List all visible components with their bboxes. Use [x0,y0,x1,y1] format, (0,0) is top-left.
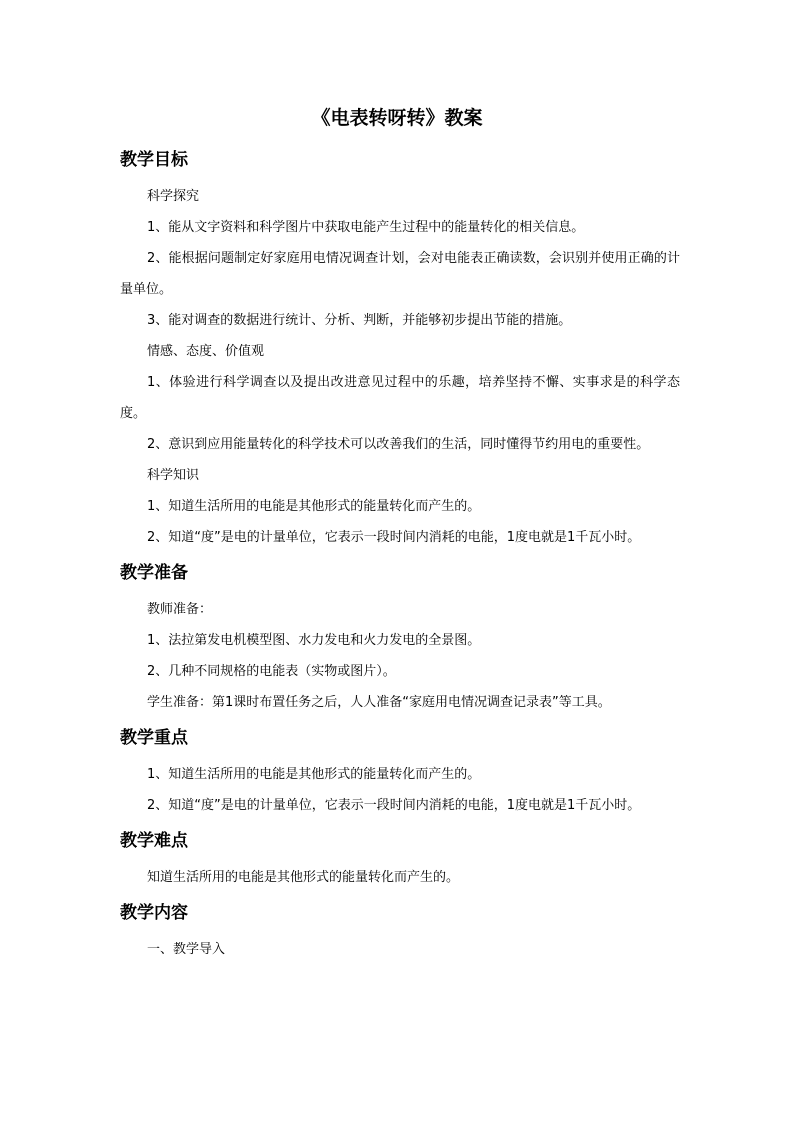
prep-teacher-2: 2、几种不同规格的电能表（实物或图片）。 [147,664,396,679]
label-science-inquiry: 科学探究 [147,189,200,204]
section-teaching-goals [120,146,680,553]
section-key-points [120,724,680,821]
section-teaching-content [120,899,680,965]
goal-attitude-2: 2、意识到应用能量转化的科学技术可以改善我们的生活，同时懂得节约用电的重要性。 [147,437,650,452]
content-intro: 一、教学导入 [147,942,226,957]
prep-student: 学生准备：第1课时布置任务之后，人人准备“家庭用电情况调查记录表”等工具。 [147,695,611,710]
prep-teacher-1: 1、法拉第发电机模型图、水力发电和火力发电的全景图。 [147,633,481,648]
goal-attitude-1: 1、体验进行科学调查以及提出改进意见过程中的乐趣，培养坚持不懈、实事求是的科学态度。 [120,375,680,421]
key-point-2: 2、知道“度”是电的计量单位，它表示一段时间内消耗的电能，1度电就是1千瓦小时。 [147,798,641,813]
heading-teaching-content: 教学内容 [120,903,188,923]
goal-inquiry-1: 1、能从文字资料和科学图片中获取电能产生过程中的能量转化的相关信息。 [147,220,585,235]
goal-knowledge-2: 2、知道“度”是电的计量单位，它表示一段时间内消耗的电能，1度电就是1千瓦小时。 [147,530,641,545]
goal-knowledge-1: 1、知道生活所用的电能是其他形式的能量转化而产生的。 [147,499,481,514]
document-title: 《电表转呀转》教案 [311,107,483,129]
heading-difficulty: 教学难点 [120,831,188,851]
label-teacher-prep: 教师准备： [147,602,213,617]
label-science-knowledge: 科学知识 [147,468,200,483]
label-attitude: 情感、态度、价值观 [147,344,265,359]
difficulty-text: 知道生活所用的电能是其他形式的能量转化而产生的。 [147,870,460,885]
goal-inquiry-2: 2、能根据问题制定好家庭用电情况调查计划，会对电能表正确读数，会识别并使用正确的计量单位。 [120,251,680,297]
heading-teaching-prep: 教学准备 [120,563,188,583]
section-difficulty [120,827,680,893]
key-point-1: 1、知道生活所用的电能是其他形式的能量转化而产生的。 [147,767,481,782]
heading-key-points: 教学重点 [120,728,188,748]
goal-inquiry-3: 3、能对调查的数据进行统计、分析、判断，并能够初步提出节能的措施。 [147,313,572,328]
heading-teaching-goals: 教学目标 [120,150,188,170]
section-teaching-prep [120,559,680,718]
document-body [120,146,680,965]
